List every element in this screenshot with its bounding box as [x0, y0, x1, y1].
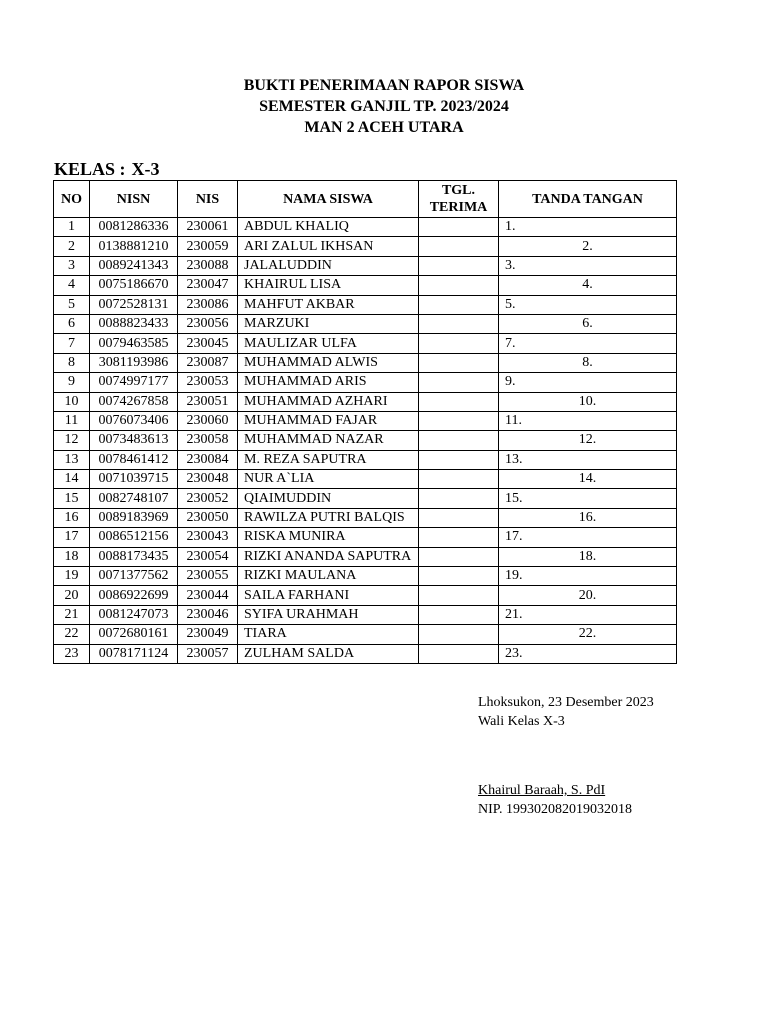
- col-nisn: NISN: [90, 181, 178, 218]
- cell-tanda-tangan: 22.: [499, 625, 677, 644]
- cell-nama: TIARA: [238, 625, 419, 644]
- cell-tanda-tangan: 7.: [499, 334, 677, 353]
- cell-nis: 230060: [178, 411, 238, 430]
- cell-nis: 230088: [178, 256, 238, 275]
- cell-nis: 230084: [178, 450, 238, 469]
- table-row: [54, 586, 677, 605]
- cell-nisn: 0072680161: [90, 625, 178, 644]
- cell-no: 20: [54, 586, 90, 605]
- cell-nama: MUHAMMAD FAJAR: [238, 411, 419, 430]
- cell-tanda-tangan: 23.: [499, 644, 677, 663]
- cell-nama: MARZUKI: [238, 314, 419, 333]
- cell-nama: RIZKI ANANDA SAPUTRA: [238, 547, 419, 566]
- cell-nisn: 0072528131: [90, 295, 178, 314]
- cell-nis: 230051: [178, 392, 238, 411]
- cell-nisn: 0071039715: [90, 470, 178, 489]
- cell-no: 17: [54, 528, 90, 547]
- col-tgl-line1: TGL.: [441, 183, 476, 198]
- table-row: [54, 392, 677, 411]
- cell-nisn: 0078461412: [90, 450, 178, 469]
- cell-nis: 230046: [178, 605, 238, 624]
- cell-no: 16: [54, 508, 90, 527]
- cell-nis: 230043: [178, 528, 238, 547]
- cell-tanda-tangan: 9.: [499, 373, 677, 392]
- cell-nama: MUHAMMAD NAZAR: [238, 431, 419, 450]
- cell-no: 18: [54, 547, 90, 566]
- cell-nisn: 0086512156: [90, 528, 178, 547]
- cell-tgl-terima: [419, 411, 499, 430]
- cell-tanda-tangan: 4.: [499, 276, 677, 295]
- table-header-row: [54, 181, 677, 218]
- class-value: X-3: [131, 159, 160, 179]
- cell-tgl-terima: [419, 256, 499, 275]
- col-no: NO: [54, 181, 90, 218]
- cell-nisn: 0078171124: [90, 644, 178, 663]
- cell-nama: MUHAMMAD ALWIS: [238, 353, 419, 372]
- cell-nisn: 0079463585: [90, 334, 178, 353]
- cell-tgl-terima: [419, 237, 499, 256]
- cell-no: 5: [54, 295, 90, 314]
- cell-nisn: 0086922699: [90, 586, 178, 605]
- cell-nisn: 0074267858: [90, 392, 178, 411]
- table-row: [54, 373, 677, 392]
- cell-tanda-tangan: 6.: [499, 314, 677, 333]
- cell-tanda-tangan: 16.: [499, 508, 677, 527]
- cell-tgl-terima: [419, 295, 499, 314]
- cell-tgl-terima: [419, 644, 499, 663]
- table-row: [54, 218, 677, 237]
- cell-no: 8: [54, 353, 90, 372]
- cell-no: 2: [54, 237, 90, 256]
- col-nama: NAMA SISWA: [238, 181, 419, 218]
- cell-no: 3: [54, 256, 90, 275]
- cell-nis: 230049: [178, 625, 238, 644]
- cell-tanda-tangan: 10.: [499, 392, 677, 411]
- table-row: [54, 644, 677, 663]
- cell-no: 11: [54, 411, 90, 430]
- cell-tgl-terima: [419, 470, 499, 489]
- col-nis: NIS: [178, 181, 238, 218]
- cell-nisn: 0081247073: [90, 605, 178, 624]
- table-row: [54, 334, 677, 353]
- cell-nama: KHAIRUL LISA: [238, 276, 419, 295]
- cell-no: 19: [54, 567, 90, 586]
- table-row: [54, 256, 677, 275]
- cell-nis: 230056: [178, 314, 238, 333]
- cell-tgl-terima: [419, 431, 499, 450]
- cell-nisn: 3081193986: [90, 353, 178, 372]
- cell-no: 1: [54, 218, 90, 237]
- cell-no: 14: [54, 470, 90, 489]
- cell-nis: 230058: [178, 431, 238, 450]
- cell-tanda-tangan: 14.: [499, 470, 677, 489]
- cell-tanda-tangan: 2.: [499, 237, 677, 256]
- col-tanda-tangan: TANDA TANGAN: [499, 181, 677, 218]
- cell-nama: ARI ZALUL IKHSAN: [238, 237, 419, 256]
- cell-tgl-terima: [419, 334, 499, 353]
- cell-nisn: 0138881210: [90, 237, 178, 256]
- class-label: [54, 159, 166, 180]
- table-row: [54, 431, 677, 450]
- cell-tgl-terima: [419, 586, 499, 605]
- doc-semester: SEMESTER GANJIL TP. 2023/2024: [259, 98, 509, 115]
- cell-nama: MUHAMMAD ARIS: [238, 373, 419, 392]
- cell-no: 7: [54, 334, 90, 353]
- cell-tgl-terima: [419, 314, 499, 333]
- table-row: [54, 470, 677, 489]
- cell-tgl-terima: [419, 508, 499, 527]
- table-row: [54, 605, 677, 624]
- cell-nis: 230087: [178, 353, 238, 372]
- table-row: [54, 411, 677, 430]
- cell-tanda-tangan: 15.: [499, 489, 677, 508]
- cell-nis: 230061: [178, 218, 238, 237]
- cell-no: 6: [54, 314, 90, 333]
- cell-nis: 230044: [178, 586, 238, 605]
- doc-title: BUKTI PENERIMAAN RAPOR SISWA: [243, 77, 525, 94]
- cell-tanda-tangan: 17.: [499, 528, 677, 547]
- cell-tgl-terima: [419, 276, 499, 295]
- cell-nis: 230059: [178, 237, 238, 256]
- cell-nis: 230050: [178, 508, 238, 527]
- cell-tgl-terima: [419, 450, 499, 469]
- table-row: [54, 489, 677, 508]
- cell-nama: RAWILZA PUTRI BALQIS: [238, 508, 419, 527]
- cell-nama: NUR A`LIA: [238, 470, 419, 489]
- cell-tgl-terima: [419, 528, 499, 547]
- cell-nisn: 0081286336: [90, 218, 178, 237]
- table-row: [54, 567, 677, 586]
- cell-nama: MUHAMMAD AZHARI: [238, 392, 419, 411]
- cell-nama: RISKA MUNIRA: [238, 528, 419, 547]
- table-row: [54, 276, 677, 295]
- cell-nama: ABDUL KHALIQ: [238, 218, 419, 237]
- cell-nisn: 0082748107: [90, 489, 178, 508]
- cell-no: 12: [54, 431, 90, 450]
- table-row: [54, 528, 677, 547]
- cell-tanda-tangan: 8.: [499, 353, 677, 372]
- cell-nama: RIZKI MAULANA: [238, 567, 419, 586]
- col-tgl-terima: [419, 181, 499, 218]
- cell-nisn: 0075186670: [90, 276, 178, 295]
- cell-nisn: 0089183969: [90, 508, 178, 527]
- cell-no: 21: [54, 605, 90, 624]
- table-row: [54, 295, 677, 314]
- cell-nisn: 0088823433: [90, 314, 178, 333]
- cell-nama: MAHFUT AKBAR: [238, 295, 419, 314]
- cell-no: 4: [54, 276, 90, 295]
- cell-nama: JALALUDDIN: [238, 256, 419, 275]
- cell-tgl-terima: [419, 373, 499, 392]
- col-tgl-line2: TERIMA: [429, 200, 488, 215]
- table-row: [54, 314, 677, 333]
- cell-nis: 230047: [178, 276, 238, 295]
- cell-tgl-terima: [419, 489, 499, 508]
- sign-name: Khairul Baraah, S. PdI: [478, 783, 606, 798]
- cell-nama: MAULIZAR ULFA: [238, 334, 419, 353]
- cell-nama: ZULHAM SALDA: [238, 644, 419, 663]
- cell-nisn: 0089241343: [90, 256, 178, 275]
- cell-tgl-terima: [419, 625, 499, 644]
- sign-nip: NIP. 199302082019032018: [478, 802, 633, 817]
- table-row: [54, 353, 677, 372]
- cell-tanda-tangan: 18.: [499, 547, 677, 566]
- sign-role: Wali Kelas X-3: [478, 714, 565, 729]
- table-row: [54, 625, 677, 644]
- cell-no: 10: [54, 392, 90, 411]
- cell-no: 15: [54, 489, 90, 508]
- cell-tgl-terima: [419, 392, 499, 411]
- cell-nis: 230057: [178, 644, 238, 663]
- cell-nis: 230054: [178, 547, 238, 566]
- cell-nisn: 0076073406: [90, 411, 178, 430]
- table-row: [54, 450, 677, 469]
- cell-tanda-tangan: 21.: [499, 605, 677, 624]
- class-label-text: KELAS :: [54, 159, 126, 179]
- cell-tanda-tangan: 19.: [499, 567, 677, 586]
- cell-nama: SYIFA URAHMAH: [238, 605, 419, 624]
- cell-tgl-terima: [419, 567, 499, 586]
- doc-school: MAN 2 ACEH UTARA: [304, 119, 464, 136]
- cell-nisn: 0074997177: [90, 373, 178, 392]
- cell-nis: 230055: [178, 567, 238, 586]
- cell-tgl-terima: [419, 218, 499, 237]
- cell-no: 22: [54, 625, 90, 644]
- cell-tanda-tangan: 13.: [499, 450, 677, 469]
- cell-tanda-tangan: 5.: [499, 295, 677, 314]
- cell-nis: 230045: [178, 334, 238, 353]
- cell-no: 9: [54, 373, 90, 392]
- cell-no: 13: [54, 450, 90, 469]
- cell-tanda-tangan: 12.: [499, 431, 677, 450]
- cell-tanda-tangan: 20.: [499, 586, 677, 605]
- cell-tanda-tangan: 1.: [499, 218, 677, 237]
- cell-nis: 230048: [178, 470, 238, 489]
- cell-no: 23: [54, 644, 90, 663]
- cell-tanda-tangan: 11.: [499, 411, 677, 430]
- report-receipt-table: [53, 180, 677, 664]
- cell-tgl-terima: [419, 353, 499, 372]
- cell-tgl-terima: [419, 605, 499, 624]
- cell-nis: 230052: [178, 489, 238, 508]
- cell-nisn: 0071377562: [90, 567, 178, 586]
- table-row: [54, 547, 677, 566]
- cell-nama: SAILA FARHANI: [238, 586, 419, 605]
- cell-nis: 230053: [178, 373, 238, 392]
- table-row: [54, 237, 677, 256]
- cell-tgl-terima: [419, 547, 499, 566]
- cell-nama: M. REZA SAPUTRA: [238, 450, 419, 469]
- table-row: [54, 508, 677, 527]
- sign-place-date: Lhoksukon, 23 Desember 2023: [478, 695, 654, 710]
- cell-tanda-tangan: 3.: [499, 256, 677, 275]
- cell-nama: QIAIMUDDIN: [238, 489, 419, 508]
- cell-nisn: 0088173435: [90, 547, 178, 566]
- cell-nis: 230086: [178, 295, 238, 314]
- cell-nisn: 0073483613: [90, 431, 178, 450]
